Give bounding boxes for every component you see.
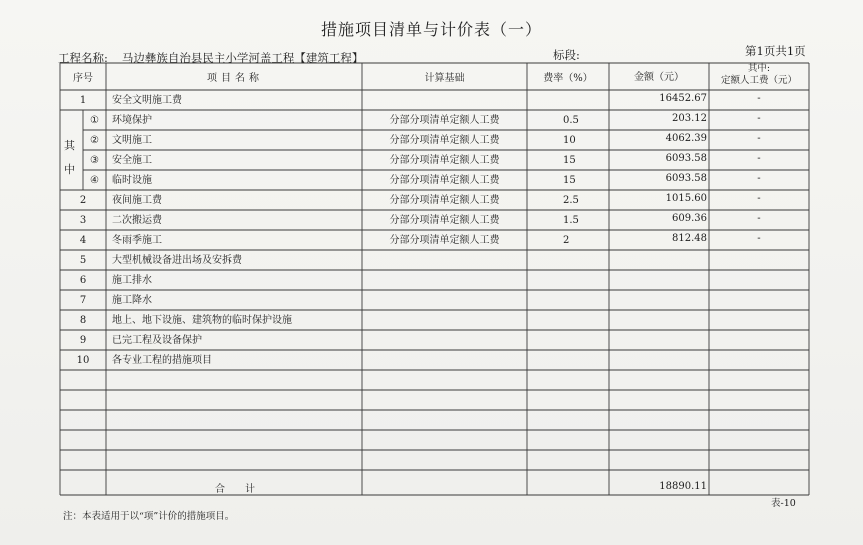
row-seq: 8: [79, 315, 87, 326]
row-name: 文明施工: [112, 135, 152, 146]
row-amount: 203.12: [672, 113, 707, 124]
row-rate: 2.5: [563, 195, 579, 206]
row-seq: 2: [79, 195, 87, 206]
row-seq: 10: [76, 355, 90, 366]
row-name: 冬雨季施工: [112, 235, 162, 246]
row-rate: 2: [563, 235, 570, 246]
row-labor: -: [757, 93, 761, 104]
row-labor: -: [757, 113, 761, 124]
row-basis: 分部分项清单定额人工费: [389, 175, 500, 186]
row-seq: 7: [79, 295, 87, 306]
header-amount: 金额（元）: [634, 72, 684, 83]
row-labor: -: [757, 213, 761, 224]
row-rate: 1.5: [563, 215, 579, 226]
row-seq: 3: [79, 215, 87, 226]
header-rate: 费率（%）: [543, 73, 593, 84]
header-name: 项目名称: [207, 73, 263, 84]
row-name: 各专业工程的措施项目: [112, 355, 212, 366]
row-name: 地上、地下设施、建筑物的临时保护设施: [112, 315, 292, 326]
row-amount: 6093.58: [665, 153, 707, 164]
row-seq: 5: [79, 255, 87, 266]
row-rate: 0.5: [563, 115, 579, 126]
total-amount: 18890.11: [659, 481, 707, 492]
group-label-top: 其: [64, 139, 75, 152]
row-amount: 1015.60: [665, 193, 707, 204]
project-name: 马边彝族自治县民主小学河盖工程【建筑工程】: [121, 51, 364, 65]
total-label: 合 计: [215, 484, 255, 495]
row-name: 大型机械设备进出场及安拆费: [112, 255, 242, 266]
row-name: 施工排水: [112, 275, 152, 286]
document-title: 措施项目清单与计价表（一）: [320, 20, 542, 39]
row-seq: ①: [90, 115, 99, 126]
row-rate: 15: [563, 175, 576, 186]
header-labor-line2: 定额人工费（元）: [720, 75, 797, 86]
row-basis: 分部分项清单定额人工费: [389, 215, 500, 226]
row-seq: 9: [79, 335, 87, 346]
row-labor: -: [757, 233, 761, 244]
group-label-bottom: 中: [64, 163, 75, 176]
row-labor: -: [757, 193, 761, 204]
row-name: 施工降水: [112, 295, 152, 306]
row-seq: 4: [79, 235, 87, 246]
row-amount: 16452.67: [659, 93, 707, 104]
row-amount: 812.48: [672, 233, 707, 244]
row-seq: 6: [79, 275, 87, 286]
header-seq: 序号: [73, 73, 93, 84]
header-basis: 计算基础: [424, 73, 465, 84]
section-label: 标段:: [553, 48, 580, 62]
row-amount: 4062.39: [665, 133, 707, 144]
row-seq: ③: [90, 155, 99, 166]
header-labor-line1: 其中:: [747, 63, 771, 74]
row-amount: 609.36: [672, 213, 707, 224]
row-basis: 分部分项清单定额人工费: [389, 195, 500, 206]
row-labor: -: [757, 173, 761, 184]
row-rate: 10: [563, 135, 576, 146]
row-basis: 分部分项清单定额人工费: [389, 155, 500, 166]
row-name: 安全施工: [112, 155, 152, 166]
row-basis: 分部分项清单定额人工费: [389, 135, 500, 146]
row-labor: -: [757, 153, 761, 164]
form-number: 表-10: [771, 498, 796, 509]
row-name: 夜间施工费: [112, 195, 162, 206]
row-name: 二次搬运费: [112, 215, 162, 226]
row-name: 安全文明施工费: [112, 95, 182, 106]
row-name: 环境保护: [112, 115, 152, 126]
row-seq: 1: [79, 95, 87, 106]
row-basis: 分部分项清单定额人工费: [389, 235, 500, 246]
project-label: 工程名称:: [58, 51, 108, 65]
row-labor: -: [757, 133, 761, 144]
row-seq: ②: [90, 135, 99, 146]
row-basis: 分部分项清单定额人工费: [389, 115, 500, 126]
row-rate: 15: [563, 155, 576, 166]
page-info: 第1页共1页: [745, 44, 806, 58]
row-seq: ④: [90, 175, 99, 186]
row-amount: 6093.58: [665, 173, 707, 184]
row-name: 临时设施: [112, 175, 152, 186]
footnote: 注：本表适用于以“项”计价的措施项目。: [63, 511, 235, 522]
row-name: 已完工程及设备保护: [112, 335, 202, 346]
